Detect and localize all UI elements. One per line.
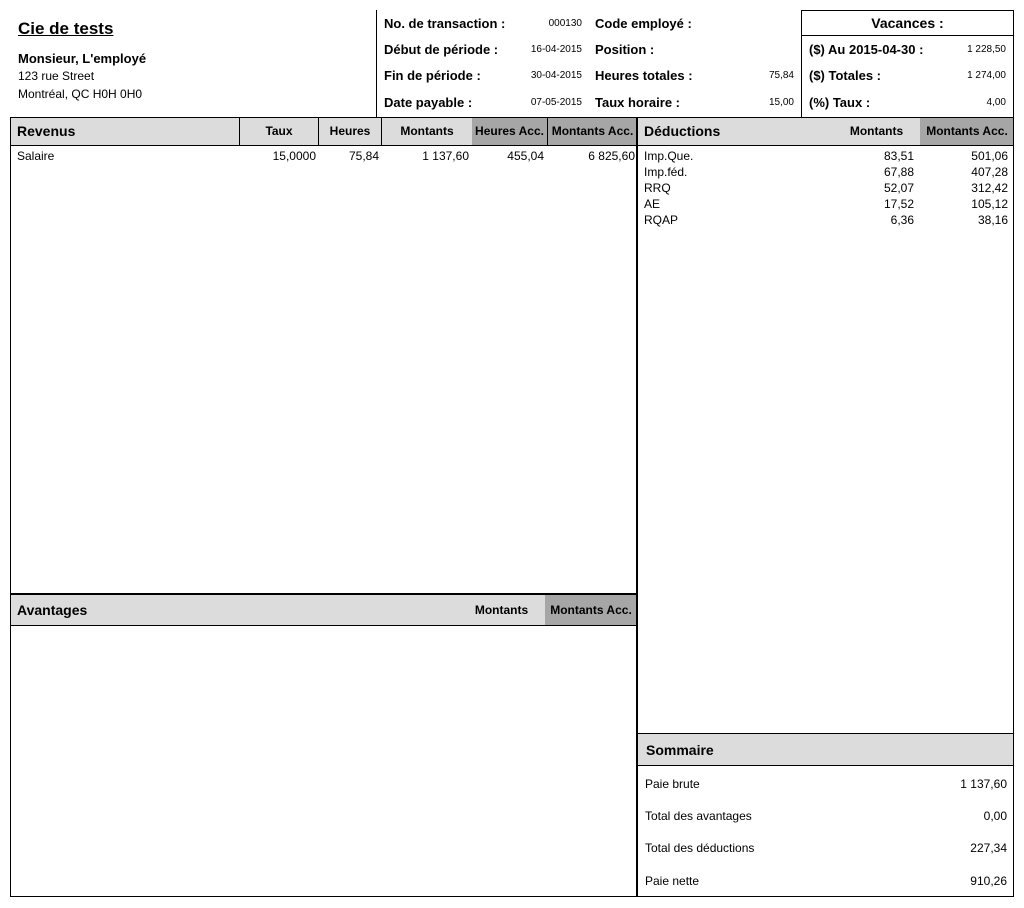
deduction-amount: 6,36: [890, 213, 914, 227]
deduction-amount: 52,07: [883, 181, 914, 195]
deduction-name: Imp.Que.: [644, 149, 694, 163]
divider: [801, 10, 1014, 11]
employee-address-line1: 123 rue Street: [18, 69, 95, 83]
col-rate-header: Taux: [239, 118, 318, 145]
col-amounts-acc-header: Montants Acc.: [547, 118, 637, 145]
transaction-value: 000130: [548, 18, 582, 29]
vacation-rate-label: (%) Taux :: [809, 95, 871, 110]
benefits-header: [10, 593, 637, 626]
employee-code-label: Code employé :: [595, 16, 692, 31]
summary-benefits-label: Total des avantages: [645, 809, 752, 823]
deduction-name: RQAP: [644, 213, 679, 227]
total-hours-label: Heures totales :: [595, 68, 693, 83]
deduction-amount: 67,88: [883, 165, 914, 179]
period-end-value: 30-04-2015: [530, 70, 582, 81]
vacation-totals-label: ($) Totales :: [809, 68, 881, 83]
deductions-col-amounts-acc-header: Montants Acc.: [920, 118, 1014, 145]
deductions-col-amounts-header: Montants: [849, 124, 904, 138]
vacation-totals-value: 1 274,00: [967, 70, 1006, 81]
deduction-name: Imp.féd.: [644, 165, 688, 179]
earnings-row-amount: 1 137,60: [422, 149, 469, 163]
earnings-row-amount-acc: 6 825,60: [588, 149, 635, 163]
frame-bottom: [10, 896, 1014, 897]
summary-benefits-value: 0,00: [983, 809, 1007, 823]
deduction-amount-acc: 501,06: [971, 149, 1008, 163]
summary-gross-value: 1 137,60: [960, 777, 1007, 791]
deduction-amount-acc: 407,28: [971, 165, 1008, 179]
payable-date-label: Date payable :: [384, 95, 473, 110]
frame-center: [636, 117, 638, 897]
position-label: Position :: [595, 42, 655, 57]
col-hours-acc-header: Heures Acc.: [472, 118, 547, 145]
company-name: Cie de tests: [18, 19, 114, 38]
col-hours-header: Heures: [318, 118, 381, 145]
hourly-rate-value: 15,00: [768, 97, 794, 108]
divider: [1013, 10, 1014, 118]
deduction-name: AE: [644, 197, 661, 211]
transaction-label: No. de transaction :: [384, 16, 506, 31]
deductions-header: [637, 117, 1014, 146]
payable-date-value: 07-05-2015: [530, 97, 582, 108]
summary-title: Sommaire: [646, 742, 714, 758]
col-amounts-header: Montants: [381, 118, 472, 145]
deduction-amount-acc: 105,12: [971, 197, 1008, 211]
benefits-col-amounts-acc-header: Montants Acc.: [545, 595, 637, 625]
summary-deductions-label: Total des déductions: [645, 841, 755, 855]
frame-left: [10, 117, 11, 897]
frame-right: [1013, 117, 1014, 897]
earnings-header: [10, 117, 637, 146]
earnings-row-name: Salaire: [17, 149, 55, 163]
deduction-amount-acc: 38,16: [977, 213, 1008, 227]
divider: [801, 35, 1014, 36]
summary-deductions-value: 227,34: [970, 841, 1007, 855]
summary-gross-label: Paie brute: [645, 777, 700, 791]
period-end-label: Fin de période :: [384, 68, 481, 83]
earnings-title: Revenus: [17, 123, 76, 139]
summary-net-label: Paie nette: [645, 874, 700, 888]
deduction-name: RRQ: [644, 181, 671, 195]
vacation-title: Vacances :: [871, 15, 944, 31]
period-start-value: 16-04-2015: [530, 44, 582, 55]
deduction-amount: 17,52: [883, 197, 914, 211]
divider: [376, 10, 377, 118]
summary-header: [637, 733, 1014, 766]
employee-address-line2: Montréal, QC H0H 0H0: [18, 87, 143, 101]
summary-net-value: 910,26: [970, 874, 1007, 888]
earnings-row-rate: 15,0000: [272, 149, 316, 163]
benefits-title: Avantages: [17, 602, 88, 618]
hourly-rate-label: Taux horaire :: [595, 95, 681, 110]
employee-name: Monsieur, L'employé: [18, 51, 147, 66]
deductions-title: Déductions: [644, 123, 721, 139]
deduction-amount: 83,51: [883, 149, 914, 163]
deduction-amount-acc: 312,42: [971, 181, 1008, 195]
earnings-row-hours: 75,84: [348, 149, 379, 163]
period-start-label: Début de période :: [384, 42, 499, 57]
total-hours-value: 75,84: [768, 70, 794, 81]
vacation-rate-value: 4,00: [986, 97, 1006, 108]
earnings-row-hours-acc: 455,04: [507, 149, 544, 163]
vacation-asof-label: ($) Au 2015-04-30 :: [809, 42, 924, 57]
benefits-col-amounts-header: Montants: [474, 603, 529, 617]
vacation-asof-value: 1 228,50: [967, 44, 1006, 55]
